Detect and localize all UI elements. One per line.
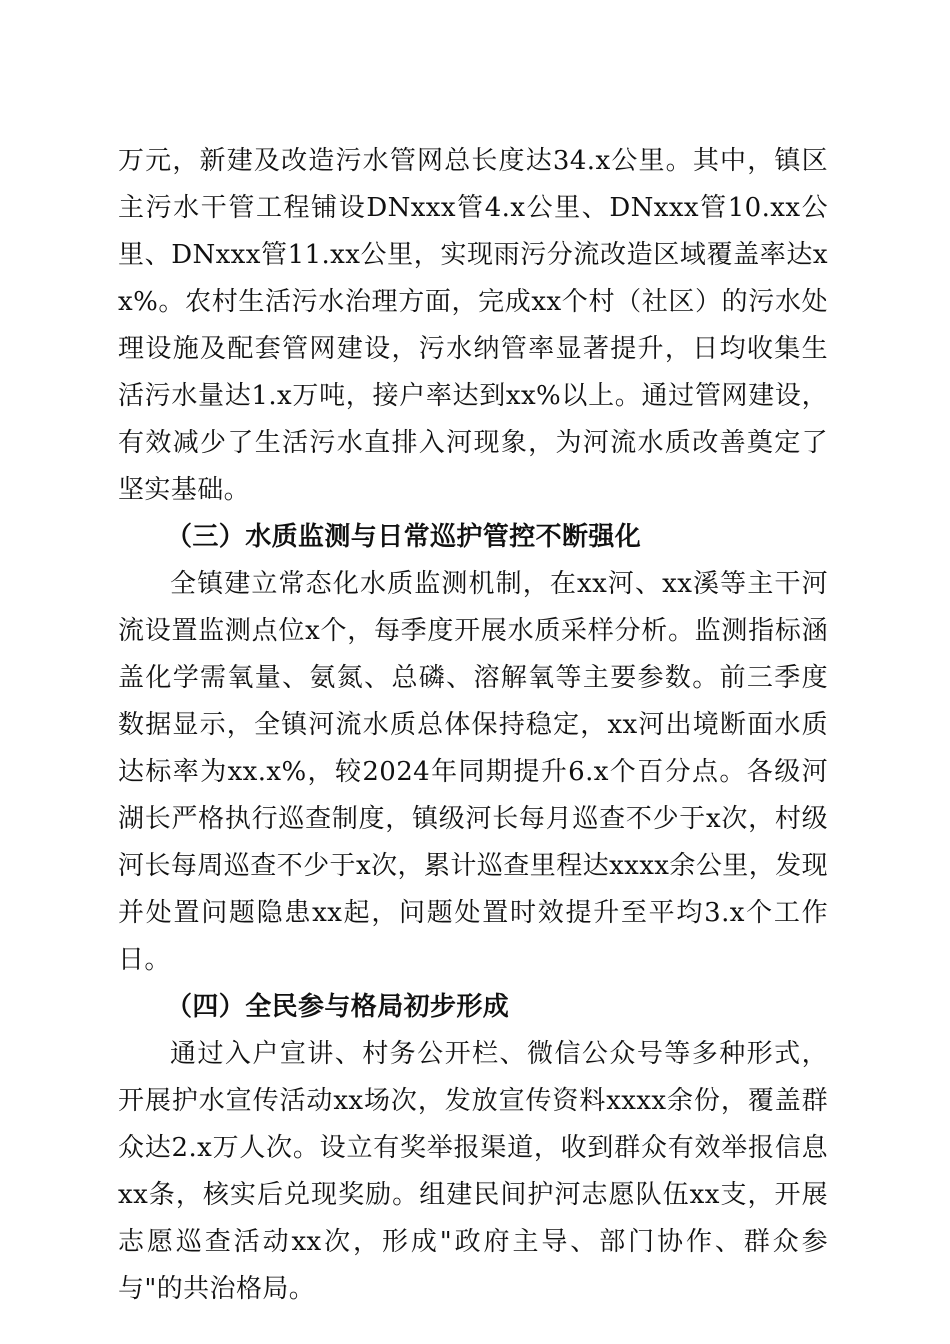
section-heading-water-monitoring: （三）水质监测与日常巡护管控不断强化 (166, 522, 642, 552)
paragraph-water-monitoring: 全镇建立常态化水质监测机制，在xx河、xx溪等主干河流设置监测点位x个，每季度开展水质采样分析。监测指标涵盖化学需氧量、氨氮、总磷、溶解氧等主要参数。前三季度数据显示，全镇河流水质总体保持稳定，xx河出境断面水质达标率为xx.x%，较2024年同期提升6.x个百分点。各级河湖长严格执行巡查制度，镇级河长每月巡查不少于x次，村级河长每周巡查不少于x次，累计巡查里程达xxxx余公里，发现并处置问题隐患xx起，问题处置时效提升至平均3.x个工作日。 (118, 569, 828, 975)
paragraph-sewer-network: 万元，新建及改造污水管网总长度达34.x公里。其中，镇区主污水干管工程铺设DNxxx管4.x公里、DNxxx管10.xx公里、DNxxx管11.xx公里，实现雨污分流改造区域覆盖率达xx%。农村生活污水治理方面，完成xx个村（社区）的污水处理设施及配套管网建设，污水纳管率显著提升，日均收集生活污水量达1.x万吨，接户率达到xx%以上。通过管网建设，有效减少了生活污水直排入河现象，为河流水质改善奠定了坚实基础。 (118, 146, 828, 505)
paragraph-public-participation: 通过入户宣讲、村务公开栏、微信公众号等多种形式，开展护水宣传活动xx场次，发放宣传资料xxxx余份，覆盖群众达2.x万人次。设立有奖举报渠道，收到群众有效举报信息xx条，核实后兑现奖励。组建民间护河志愿队伍xx支，开展志愿巡查活动xx次，形成"政府主导、部门协作、群众参与"的共治格局。 (118, 1039, 828, 1304)
document-body (118, 138, 828, 1313)
section-heading-public-participation: （四）全民参与格局初步形成 (166, 992, 510, 1022)
